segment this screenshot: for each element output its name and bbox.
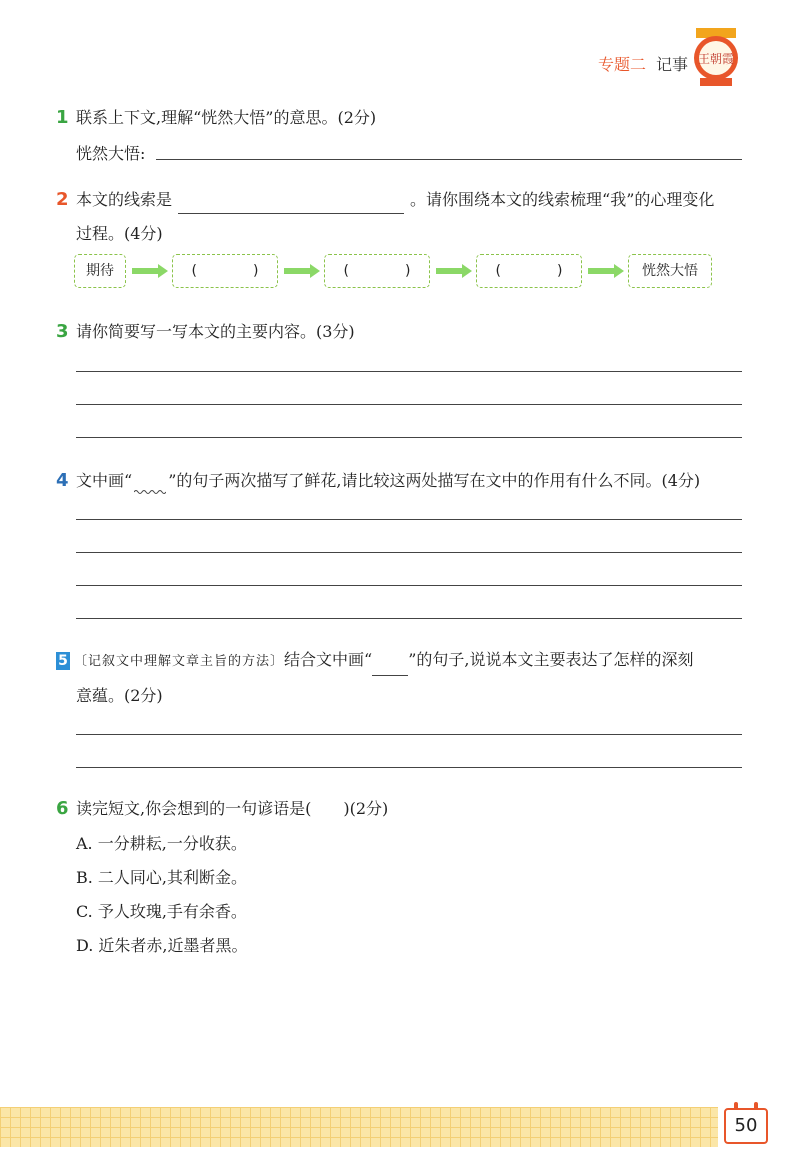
underline-sample xyxy=(372,659,408,676)
option-a[interactable]: A. 一分耕耘,一分收获。 xyxy=(76,834,247,853)
question-text: 结合文中画“ xyxy=(284,650,373,669)
flow-box-blank-3[interactable]: ( ) xyxy=(476,254,582,288)
answer-line[interactable] xyxy=(76,404,742,405)
question-3 xyxy=(56,318,746,346)
arrow-icon xyxy=(588,264,624,278)
question-text: 文中画“ xyxy=(76,471,133,490)
question-4 xyxy=(56,467,746,495)
question-text-cont: ”的句子两次描写了鲜花,请比较这两处描写在文中的作用有什么不同。(4分) xyxy=(168,471,701,490)
answer-line[interactable] xyxy=(76,618,742,619)
question-number: 6 xyxy=(56,798,69,819)
page-number: 50 xyxy=(724,1108,768,1144)
footer-grid-band xyxy=(0,1107,718,1147)
answer-line[interactable] xyxy=(76,552,742,553)
question-text: 联系上下文,理解“恍然大悟”的意思。(2分) xyxy=(76,108,377,127)
question-text: 请你简要写一写本文的主要内容。(3分) xyxy=(76,322,355,341)
arrow-icon xyxy=(132,264,168,278)
question-number: 3 xyxy=(56,321,69,342)
topic-label: 专题二 xyxy=(597,55,646,74)
wavy-underline-icon xyxy=(132,479,168,495)
brand-logo xyxy=(690,26,742,90)
page-header xyxy=(598,52,688,75)
svg-text:王朝霞: 王朝霞 xyxy=(697,52,735,66)
question-6 xyxy=(56,795,746,963)
question-number: 1 xyxy=(56,107,69,128)
question-number: 5 xyxy=(56,652,70,670)
answer-line[interactable] xyxy=(76,519,742,520)
answer-line[interactable] xyxy=(76,585,742,586)
question-text-line2: 过程。(4分) xyxy=(76,224,163,243)
option-d[interactable]: D. 近朱者赤,近墨者黑。 xyxy=(76,936,248,955)
options-list xyxy=(76,827,746,963)
question-text-cont: 。请你围绕本文的线索梳理“我”的心理变化 xyxy=(410,190,715,209)
option-b[interactable]: B. 二人同心,其利断金。 xyxy=(76,868,248,887)
question-text: 本文的线索是 xyxy=(76,190,173,209)
flow-box-blank-2[interactable]: ( ) xyxy=(324,254,430,288)
answer-line[interactable] xyxy=(156,159,742,160)
question-text: 读完短文,你会想到的一句谚语是( )(2分) xyxy=(76,799,389,818)
subject-label: 记事 xyxy=(655,55,688,74)
question-5 xyxy=(56,646,746,710)
option-c[interactable]: C. 予人玫瑰,手有余香。 xyxy=(76,902,247,921)
question-2 xyxy=(56,186,746,248)
flow-box-start: 期待 xyxy=(74,254,126,288)
arrow-icon xyxy=(436,264,472,278)
method-tag: 〔记叙文中理解文章主旨的方法〕 xyxy=(74,654,285,669)
arrow-icon xyxy=(284,264,320,278)
answer-label: 恍然大悟: xyxy=(76,144,146,163)
answer-line[interactable] xyxy=(76,371,742,372)
answer-line[interactable] xyxy=(76,437,742,438)
flow-box-blank-1[interactable]: ( ) xyxy=(172,254,278,288)
question-number: 2 xyxy=(56,189,69,210)
answer-line[interactable] xyxy=(76,767,742,768)
question-text-cont: ”的句子,说说本文主要表达了怎样的深刻 xyxy=(408,650,694,669)
answer-blank[interactable] xyxy=(178,195,404,214)
question-text-line2: 意蕴。(2分) xyxy=(76,686,163,705)
question-number: 4 xyxy=(56,470,69,491)
flow-box-end: 恍然大悟 xyxy=(628,254,712,288)
answer-line[interactable] xyxy=(76,734,742,735)
